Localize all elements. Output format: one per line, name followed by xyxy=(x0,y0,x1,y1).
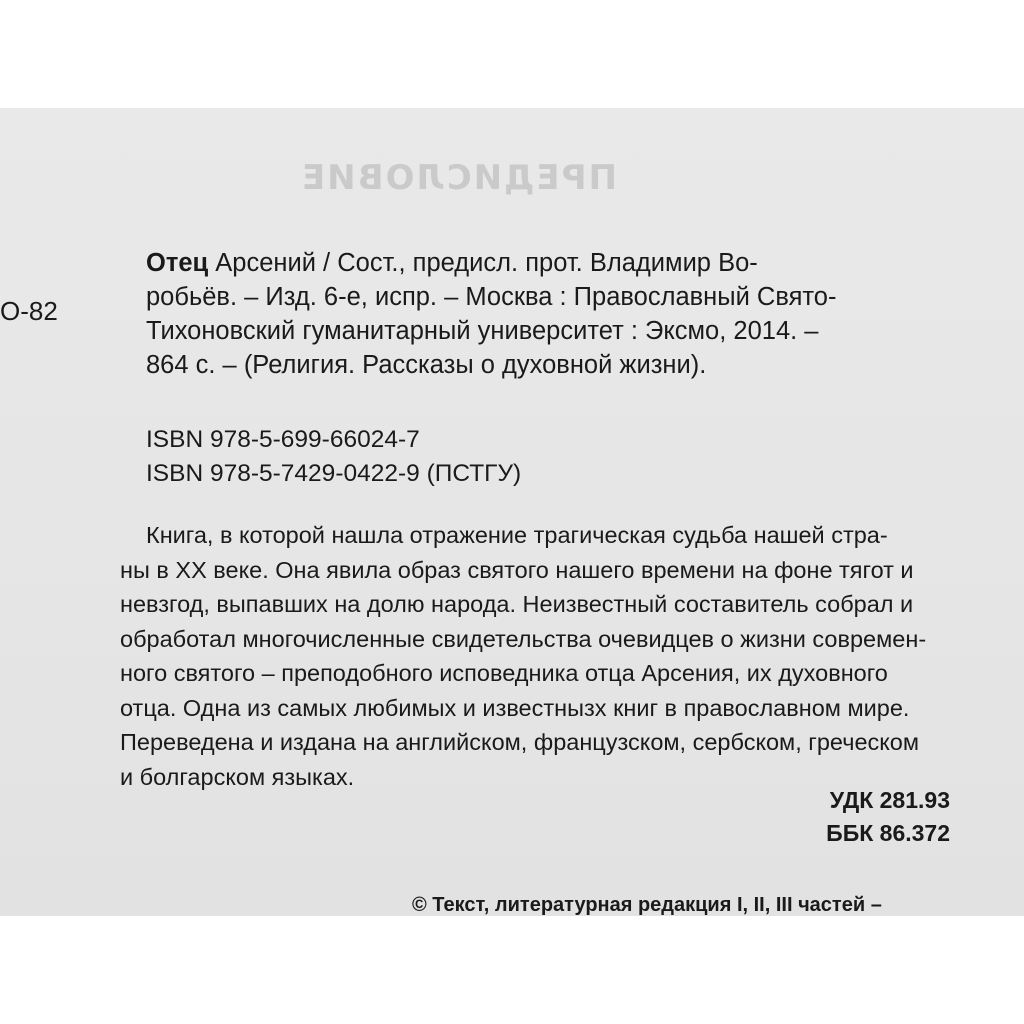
bbk-code: ББК 86.372 xyxy=(826,820,950,846)
annotation-line: невзгод, выпавших на долю народа. Неизвестный составитель собрал и xyxy=(120,591,914,617)
biblio-line-2: робьёв. – Изд. 6-е, испр. – Москва : Православный Свято- xyxy=(146,283,837,311)
annotation-line: отца. Одна из самых любимых и известнызх книг в православном мире. xyxy=(120,694,910,721)
udk-code: УДК 281.93 xyxy=(829,787,950,813)
isbn-block xyxy=(146,423,521,491)
book-title: Отец xyxy=(146,249,209,277)
annotation-line: Книга, в которой нашла отражение трагическая судьба нашей стра- xyxy=(146,522,888,548)
biblio-line-4: 864 с. – (Религия. Рассказы о духовной жизни). xyxy=(146,351,707,379)
isbn-line: ISBN 978-5-699-66024-7 xyxy=(146,426,420,453)
show-through-heading: ПРЕДИСЛОВИЕ xyxy=(300,158,618,198)
annotation-line: ны в XX веке. Она явила образ святого нашего времени на фоне тягот и xyxy=(120,556,914,583)
biblio-line-3: Тихоновский гуманитарный университет : Эксмо, 2014. – xyxy=(146,317,819,345)
isbn-line: ISBN 978-5-7429-0422-9 (ПСТГУ) xyxy=(146,460,522,487)
annotation-line: Переведена и издана на английском, французском, сербском, греческом xyxy=(120,729,920,755)
annotation-line: и болгарском языках. xyxy=(120,763,355,790)
classification-codes xyxy=(826,784,950,850)
biblio-line-1: Арсений / Сост., предисл. прот. Владимир Во- xyxy=(208,249,758,277)
library-code: О-82 xyxy=(0,296,58,326)
annotation-line: ного святого – преподобного исповедника отца Арсения, их духовного xyxy=(120,660,888,686)
annotation-line: обработал многочисленные свидетельства очевидцев о жизни современ- xyxy=(120,625,927,652)
bibliographic-entry xyxy=(146,246,836,382)
copyright-line: © Текст, литературная редакция I, II, III частей – xyxy=(412,894,882,916)
book-page xyxy=(0,108,1024,916)
annotation xyxy=(120,518,926,794)
